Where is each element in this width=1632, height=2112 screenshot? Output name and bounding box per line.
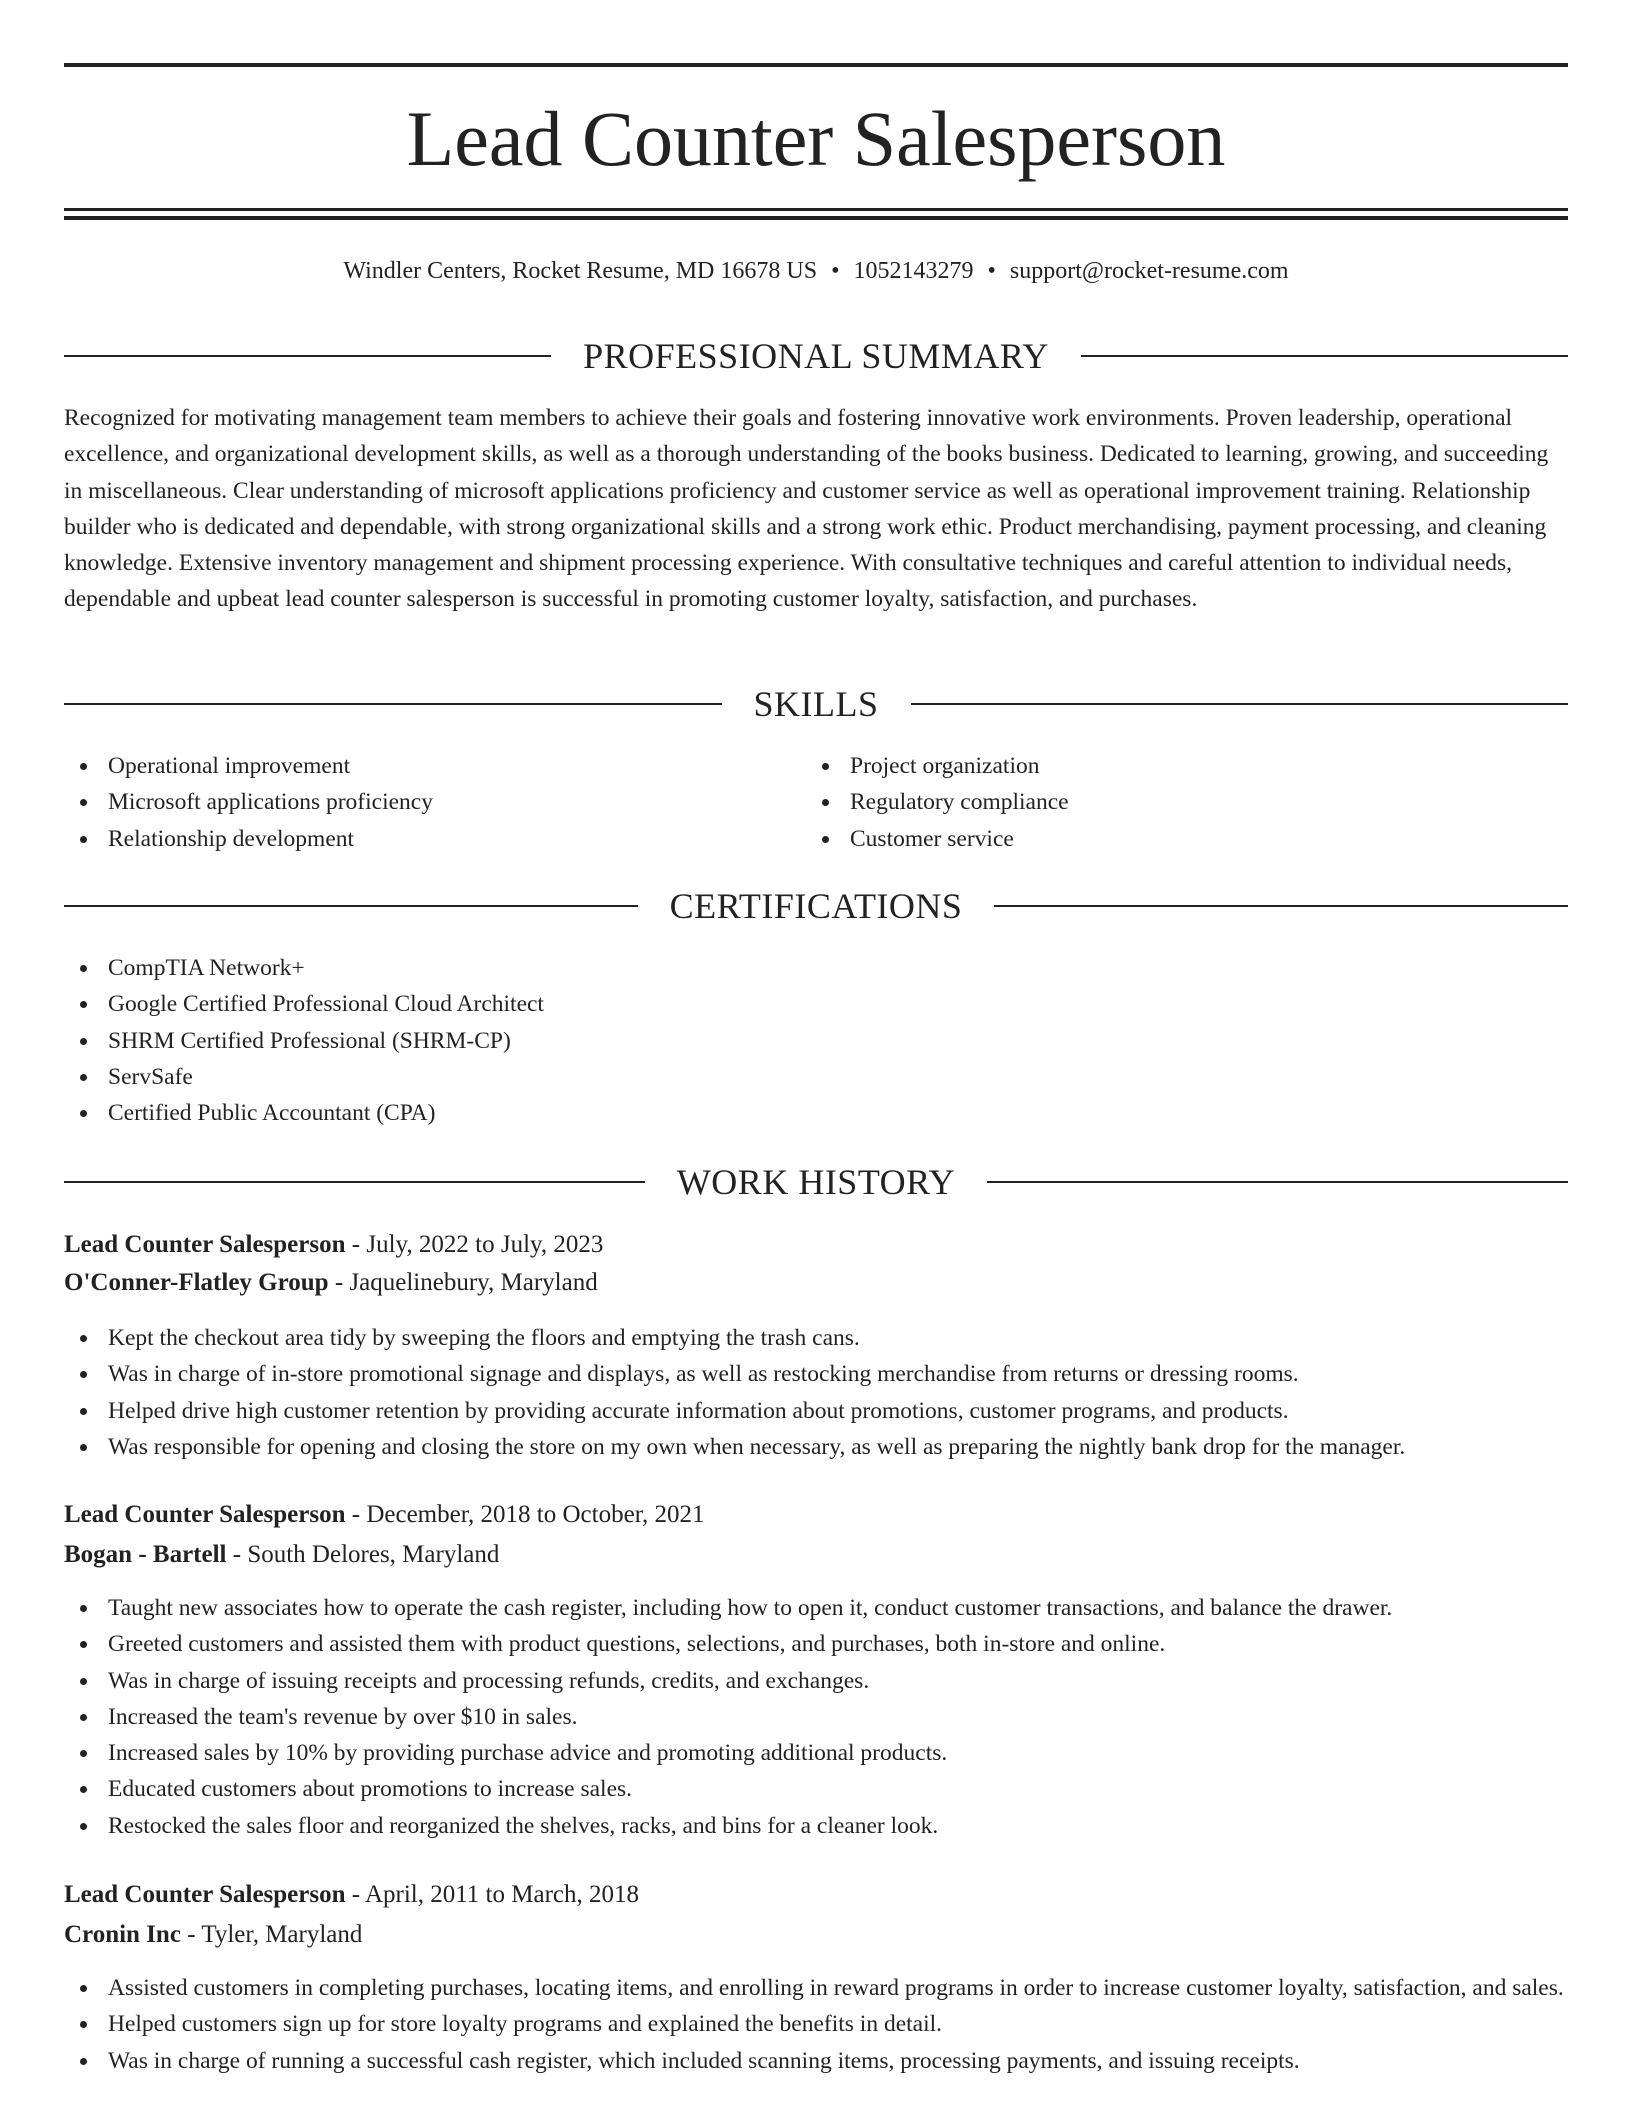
job-bullet: Was in charge of issuing receipts and processing refunds, credits, and exchanges. [64, 1663, 1568, 1699]
job-bullet: Increased sales by 10% by providing purchase advice and promoting additional products. [64, 1735, 1568, 1771]
job-bullets [64, 1970, 1568, 2079]
contact-separator: • [831, 258, 840, 284]
heading-rule-right [1081, 355, 1568, 357]
certification-item: ServSafe [64, 1059, 1568, 1095]
heading-rule-left [64, 1181, 645, 1183]
contact-line [64, 254, 1568, 288]
skill-item: Customer service [806, 821, 1506, 857]
section-title: PROFESSIONAL SUMMARY [583, 336, 1049, 376]
top-rule [64, 63, 1568, 67]
summary-heading [64, 334, 1568, 378]
work-history-heading [64, 1160, 1568, 1204]
job-bullet: Was in charge of running a successful cash register, which included scanning items, processing payments, and issuing receipts. [64, 2043, 1568, 2079]
job-bullet: Educated customers about promotions to increase sales. [64, 1771, 1568, 1807]
job-location: Tyler, Maryland [201, 1921, 363, 1948]
job-company: Cronin Inc [64, 1921, 181, 1948]
certifications-heading [64, 884, 1568, 928]
job-title: Lead Counter Salesperson [64, 1501, 346, 1528]
job-company-line: Bogan - Bartell - South Delores, Maryland [64, 1541, 500, 1568]
skills-heading [64, 682, 1568, 726]
contact-phone: 1052143279 [853, 258, 974, 284]
job-bullet: Greeted customers and assisted them with product questions, selections, and purchases, both in-store and online. [64, 1626, 1568, 1662]
job-title: Lead Counter Salesperson [64, 1881, 346, 1908]
heading-rule-left [64, 905, 638, 907]
job-bullet: Was responsible for opening and closing the store on my own when necessary, as well as preparing the nightly bank drop for the manager. [64, 1429, 1568, 1465]
skill-item: Regulatory compliance [806, 784, 1506, 820]
job-company-line: O'Conner-Flatley Group - Jaquelinebury, Maryland [64, 1269, 598, 1296]
job-bullet: Taught new associates how to operate the cash register, including how to open it, conduct customer transactions, and balance the drawer. [64, 1590, 1568, 1626]
summary-text: Recognized for motivating management team members to achieve their goals and fostering innovative work environments. Proven leadership, operational excellence, and organizational development skills, as well as a thorough understanding of the books business. Dedicated to learning, growing, and succeeding in miscellaneous. Clear understanding of microsoft applications proficiency and customer service as well as operational improvement training. Relationship builder who is dedicated and dependable, with strong organizational skills and a strong work ethic. Product merchandising, payment processing, and cleaning knowledge. Extensive inventory management and shipment processing experience. With consultative techniques and careful attention to individual needs, dependable and upbeat lead counter salesperson is successful in promoting customer loyalty, satisfaction, and purchases. [64, 405, 1549, 613]
resume-name: Lead Counter Salesperson [406, 95, 1226, 182]
skills-list-left [64, 748, 764, 857]
heading-rule-right [994, 905, 1568, 907]
heading-rule-left [64, 703, 722, 705]
certification-item: SHRM Certified Professional (SHRM-CP) [64, 1023, 1568, 1059]
job-title: Lead Counter Salesperson [64, 1231, 346, 1258]
certification-item: Google Certified Professional Cloud Architect [64, 986, 1568, 1022]
heading-rule-right [987, 1181, 1568, 1183]
skills-list-right [806, 748, 1506, 857]
skill-item: Relationship development [64, 821, 764, 857]
section-title: WORK HISTORY [676, 1162, 956, 1202]
skill-item: Operational improvement [64, 748, 764, 784]
heading-rule-left [64, 355, 551, 357]
contact-email: support@rocket-resume.com [1009, 258, 1289, 284]
header-rule-lower [64, 216, 1568, 220]
job-title-line: Lead Counter Salesperson - April, 2011 to March, 2018 [64, 1881, 640, 1908]
job-bullets [64, 1320, 1568, 1465]
job-title-line: Lead Counter Salesperson - July, 2022 to July, 2023 [64, 1231, 604, 1258]
certification-item: Certified Public Accountant (CPA) [64, 1095, 1568, 1131]
job-bullet: Helped customers sign up for store loyalty programs and explained the benefits in detail. [64, 2006, 1568, 2042]
job-company: Bogan - Bartell [64, 1541, 227, 1568]
job-bullet: Helped drive high customer retention by providing accurate information about promotions, customer programs, and products. [64, 1393, 1568, 1429]
section-title: SKILLS [753, 684, 879, 724]
job-location: Jaquelinebury, Maryland [349, 1269, 598, 1296]
job-location: South Delores, Maryland [247, 1541, 500, 1568]
job-bullet: Restocked the sales floor and reorganized the shelves, racks, and bins for a cleaner look. [64, 1808, 1568, 1844]
certification-item: CompTIA Network+ [64, 950, 1568, 986]
header-rule-upper [64, 208, 1568, 211]
job-dates: July, 2022 to July, 2023 [366, 1231, 604, 1258]
job-dates: December, 2018 to October, 2021 [366, 1501, 705, 1528]
job-bullet: Increased the team's revenue by over $10 in sales. [64, 1699, 1568, 1735]
job-bullet: Was in charge of in-store promotional signage and displays, as well as restocking merchandise from returns or dressing rooms. [64, 1356, 1568, 1392]
job-company: O'Conner-Flatley Group [64, 1269, 329, 1296]
contact-address: Windler Centers, Rocket Resume, MD 16678 US [343, 258, 818, 284]
job-company-line: Cronin Inc - Tyler, Maryland [64, 1921, 363, 1948]
skill-item: Project organization [806, 748, 1506, 784]
certifications-list [64, 950, 1568, 1131]
section-title: CERTIFICATIONS [669, 886, 963, 926]
skill-item: Microsoft applications proficiency [64, 784, 764, 820]
job-title-line: Lead Counter Salesperson - December, 2018 to October, 2021 [64, 1501, 705, 1528]
job-bullet: Kept the checkout area tidy by sweeping the floors and emptying the trash cans. [64, 1320, 1568, 1356]
contact-separator: • [987, 258, 996, 284]
job-dates: April, 2011 to March, 2018 [364, 1881, 640, 1908]
heading-rule-right [911, 703, 1569, 705]
job-bullets [64, 1590, 1568, 1844]
job-bullet: Assisted customers in completing purchases, locating items, and enrolling in reward programs in order to increase customer loyalty, satisfaction, and sales. [64, 1970, 1568, 2006]
